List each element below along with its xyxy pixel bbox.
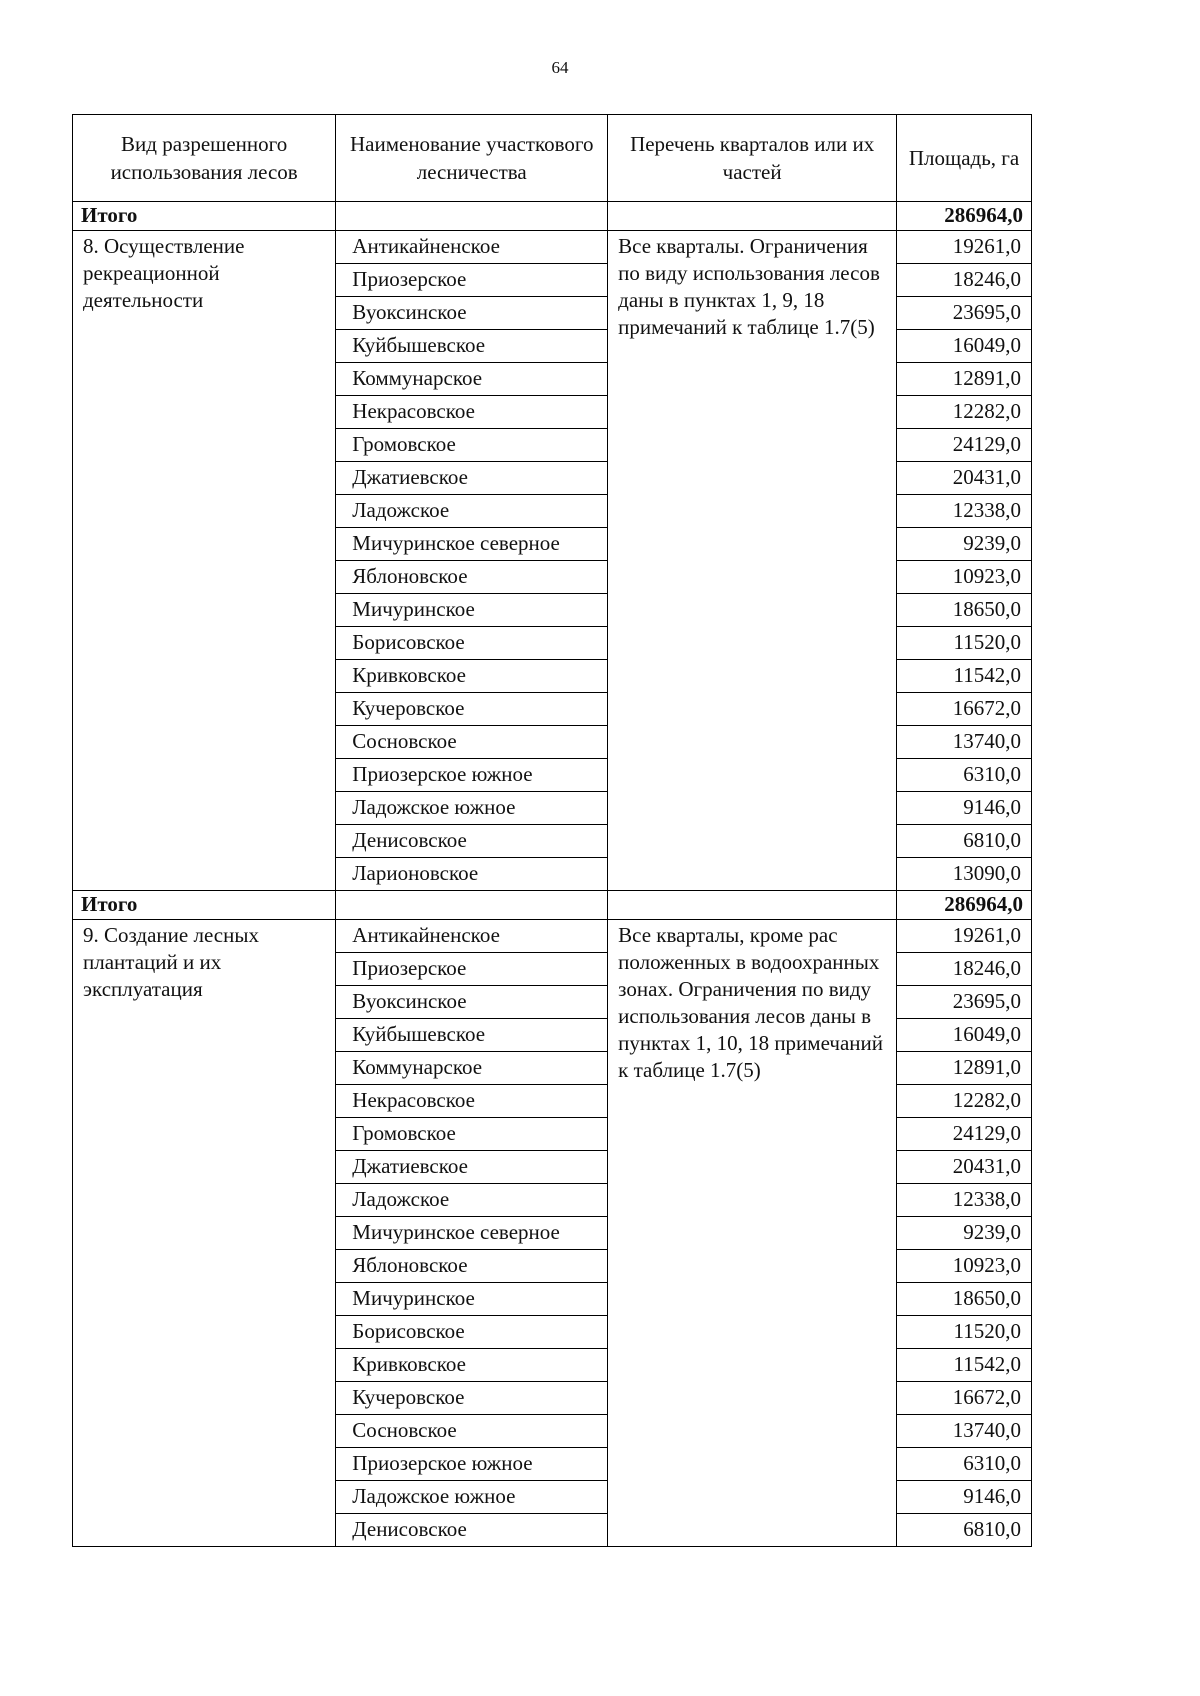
area-cell: 23695,0	[897, 297, 1032, 330]
empty-cell	[608, 891, 897, 920]
area-cell: 6310,0	[897, 1448, 1032, 1481]
header-forestry-name: Наименование участкового лесничества	[336, 115, 608, 202]
area-cell: 6310,0	[897, 759, 1032, 792]
area-cell: 18246,0	[897, 953, 1032, 986]
area-cell: 9239,0	[897, 1217, 1032, 1250]
forestry-name-cell: Мичуринское северное	[336, 1217, 608, 1250]
forestry-name-cell: Сосновское	[336, 726, 608, 759]
area-cell: 16672,0	[897, 1382, 1032, 1415]
use-type-cell: 8. Осуществление рекреационной деятельности	[73, 231, 336, 891]
area-cell: 19261,0	[897, 920, 1032, 953]
area-cell: 12338,0	[897, 495, 1032, 528]
empty-cell	[608, 202, 897, 231]
area-cell: 10923,0	[897, 561, 1032, 594]
area-cell: 12338,0	[897, 1184, 1032, 1217]
forestry-name-cell: Приозерское южное	[336, 1448, 608, 1481]
total-area: 286964,0	[897, 202, 1032, 231]
total-area: 286964,0	[897, 891, 1032, 920]
area-cell: 12891,0	[897, 363, 1032, 396]
empty-cell	[336, 202, 608, 231]
area-cell: 18650,0	[897, 1283, 1032, 1316]
area-cell: 6810,0	[897, 1514, 1032, 1547]
forest-use-table	[72, 114, 1032, 1547]
header-use-type: Вид разрешенного использования лесов	[73, 115, 336, 202]
forestry-name-cell: Сосновское	[336, 1415, 608, 1448]
area-cell: 16672,0	[897, 693, 1032, 726]
forestry-name-cell: Джатиевское	[336, 462, 608, 495]
area-cell: 19261,0	[897, 231, 1032, 264]
forestry-name-cell: Ларионовское	[336, 858, 608, 891]
forestry-name-cell: Коммунарское	[336, 1052, 608, 1085]
area-cell: 11520,0	[897, 627, 1032, 660]
area-cell: 11542,0	[897, 660, 1032, 693]
empty-cell	[336, 891, 608, 920]
forestry-name-cell: Ладожское	[336, 1184, 608, 1217]
forestry-name-cell: Куйбышевское	[336, 330, 608, 363]
forestry-name-cell: Приозерское	[336, 953, 608, 986]
area-cell: 23695,0	[897, 986, 1032, 1019]
total-label: Итого	[73, 202, 336, 231]
area-cell: 11542,0	[897, 1349, 1032, 1382]
forestry-name-cell: Антикайненское	[336, 920, 608, 953]
area-cell: 9146,0	[897, 1481, 1032, 1514]
forestry-name-cell: Денисовское	[336, 825, 608, 858]
forestry-name-cell: Вуоксинское	[336, 986, 608, 1019]
area-cell: 10923,0	[897, 1250, 1032, 1283]
forestry-name-cell: Ладожское южное	[336, 792, 608, 825]
forestry-name-cell: Кривковское	[336, 1349, 608, 1382]
forestry-name-cell: Мичуринское северное	[336, 528, 608, 561]
forestry-name-cell: Мичуринское	[336, 1283, 608, 1316]
forestry-name-cell: Некрасовское	[336, 1085, 608, 1118]
area-cell: 24129,0	[897, 1118, 1032, 1151]
forestry-name-cell: Джатиевское	[336, 1151, 608, 1184]
quarters-note-cell: Все кварталы. Ограничения по виду использования лесов даны в пунктах 1, 9, 18 примечаний к таблице 1.7(5)	[608, 231, 897, 891]
table-header-row	[73, 115, 1032, 202]
forestry-name-cell: Кучеровское	[336, 693, 608, 726]
forestry-name-cell: Кучеровское	[336, 1382, 608, 1415]
forestry-name-cell: Борисовское	[336, 1316, 608, 1349]
page-number: 64	[551, 58, 569, 77]
forestry-name-cell: Коммунарское	[336, 363, 608, 396]
forestry-name-cell: Вуоксинское	[336, 297, 608, 330]
area-cell: 11520,0	[897, 1316, 1032, 1349]
forestry-name-cell: Денисовское	[336, 1514, 608, 1547]
area-cell: 12891,0	[897, 1052, 1032, 1085]
forestry-name-cell: Куйбышевское	[336, 1019, 608, 1052]
area-cell: 9146,0	[897, 792, 1032, 825]
header-area: Площадь, га	[897, 115, 1032, 202]
area-cell: 18246,0	[897, 264, 1032, 297]
quarters-note-cell: Все кварталы, кроме рас положенных в водоохранных зонах. Ограничения по виду использования лесов даны в пунктах 1, 10, 18 примечаний к таблице 1.7(5)	[608, 920, 897, 1547]
use-type-cell: 9. Создание лесных плантаций и их эксплуатация	[73, 920, 336, 1547]
area-cell: 12282,0	[897, 1085, 1032, 1118]
total-row	[73, 202, 1032, 231]
forestry-name-cell: Кривковское	[336, 660, 608, 693]
area-cell: 20431,0	[897, 1151, 1032, 1184]
area-cell: 9239,0	[897, 528, 1032, 561]
forestry-name-cell: Приозерское южное	[336, 759, 608, 792]
area-cell: 16049,0	[897, 330, 1032, 363]
total-label: Итого	[73, 891, 336, 920]
forestry-name-cell: Яблоновское	[336, 561, 608, 594]
area-cell: 13740,0	[897, 1415, 1032, 1448]
table-row	[73, 920, 1032, 953]
forestry-name-cell: Ладожское	[336, 495, 608, 528]
forestry-name-cell: Громовское	[336, 1118, 608, 1151]
total-row	[73, 891, 1032, 920]
forestry-name-cell: Громовское	[336, 429, 608, 462]
forestry-name-cell: Борисовское	[336, 627, 608, 660]
area-cell: 16049,0	[897, 1019, 1032, 1052]
area-cell: 12282,0	[897, 396, 1032, 429]
area-cell: 13740,0	[897, 726, 1032, 759]
forestry-name-cell: Приозерское	[336, 264, 608, 297]
table-row	[73, 231, 1032, 264]
area-cell: 20431,0	[897, 462, 1032, 495]
forestry-name-cell: Антикайненское	[336, 231, 608, 264]
forestry-name-cell: Яблоновское	[336, 1250, 608, 1283]
area-cell: 24129,0	[897, 429, 1032, 462]
forestry-name-cell: Ладожское южное	[336, 1481, 608, 1514]
area-cell: 18650,0	[897, 594, 1032, 627]
area-cell: 6810,0	[897, 825, 1032, 858]
forestry-name-cell: Мичуринское	[336, 594, 608, 627]
forestry-name-cell: Некрасовское	[336, 396, 608, 429]
header-quarters-list: Перечень кварталов или их частей	[608, 115, 897, 202]
area-cell: 13090,0	[897, 858, 1032, 891]
